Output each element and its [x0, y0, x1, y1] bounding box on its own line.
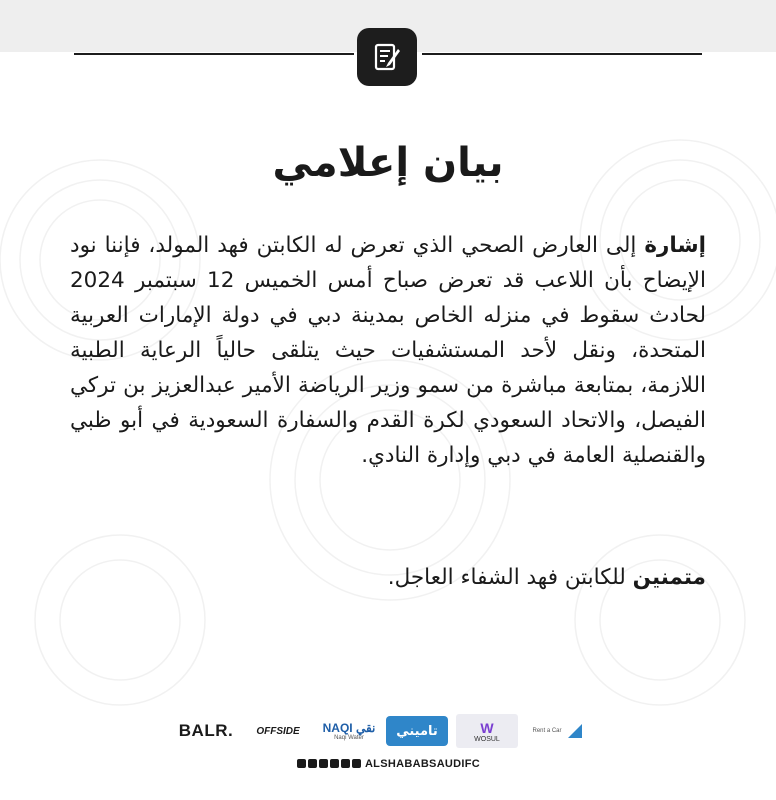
- closing-text: للكابتن فهد الشفاء العاجل.: [387, 565, 633, 590]
- sponsor-wosul-name: WOSUL: [474, 735, 500, 743]
- sponsor-naqi-sub: Naqi Water: [334, 735, 364, 741]
- youtube-icon[interactable]: [341, 759, 350, 768]
- social-footer: [0, 758, 776, 770]
- instagram-icon[interactable]: [319, 759, 328, 768]
- page-title: بيان إعلامي: [272, 140, 504, 186]
- sponsor-rentacar: [528, 712, 590, 750]
- document-edit-icon: [357, 28, 417, 86]
- x-icon[interactable]: [297, 759, 306, 768]
- tiktok-icon[interactable]: [352, 759, 361, 768]
- statement-lead: إشارة: [644, 233, 706, 258]
- sponsor-balr: BALR.: [178, 721, 234, 740]
- sponsor-naqi-name: NAQI نقي: [322, 721, 376, 735]
- sponsor-naqi: [318, 712, 380, 750]
- facebook-icon[interactable]: [330, 759, 339, 768]
- closing-lead: متمنين: [632, 565, 706, 590]
- social-handle[interactable]: ALSHABABSAUDIFC: [364, 758, 481, 770]
- statement-text: إلى العارض الصحي الذي تعرض له الكابتن فهد المولد، فإننا نود الإيضاح بأن اللاعب قد تعرض صباح أمس الخميس 12 سبتمبر 2024 لحادث سقوط في منزله الخاص بمدينة دبي في دولة الإمارات العربية المتحدة، ونقل لأحد المستشفيات حيث يتلقى حالياً الرعاية الطبية اللازمة، بمتابعة مباشرة من سمو وزير الرياضة الأمير عبدالعزيز بن تركي الفيصل، والاتحاد السعودي لكرة القدم والسفارة السعودية في أبو ظبي والقنصلية العامة في دبي وإدارة النادي.: [70, 233, 706, 468]
- sponsor-tameeni: تاميني: [386, 716, 448, 746]
- header-rule-right: [422, 53, 702, 55]
- statement-body: [70, 228, 706, 473]
- sponsors-bar: [0, 712, 776, 750]
- header-rule-left: [74, 53, 354, 55]
- sponsor-wosul: [456, 714, 518, 748]
- sponsor-offside: OFFSIDE: [256, 725, 300, 737]
- wosul-logo-icon: W: [480, 719, 494, 736]
- sponsor-rentacar-name: Rent a Car: [532, 728, 562, 734]
- rentacar-logo-icon: [564, 720, 586, 742]
- closing-line: [70, 560, 706, 595]
- snapchat-icon[interactable]: [308, 759, 317, 768]
